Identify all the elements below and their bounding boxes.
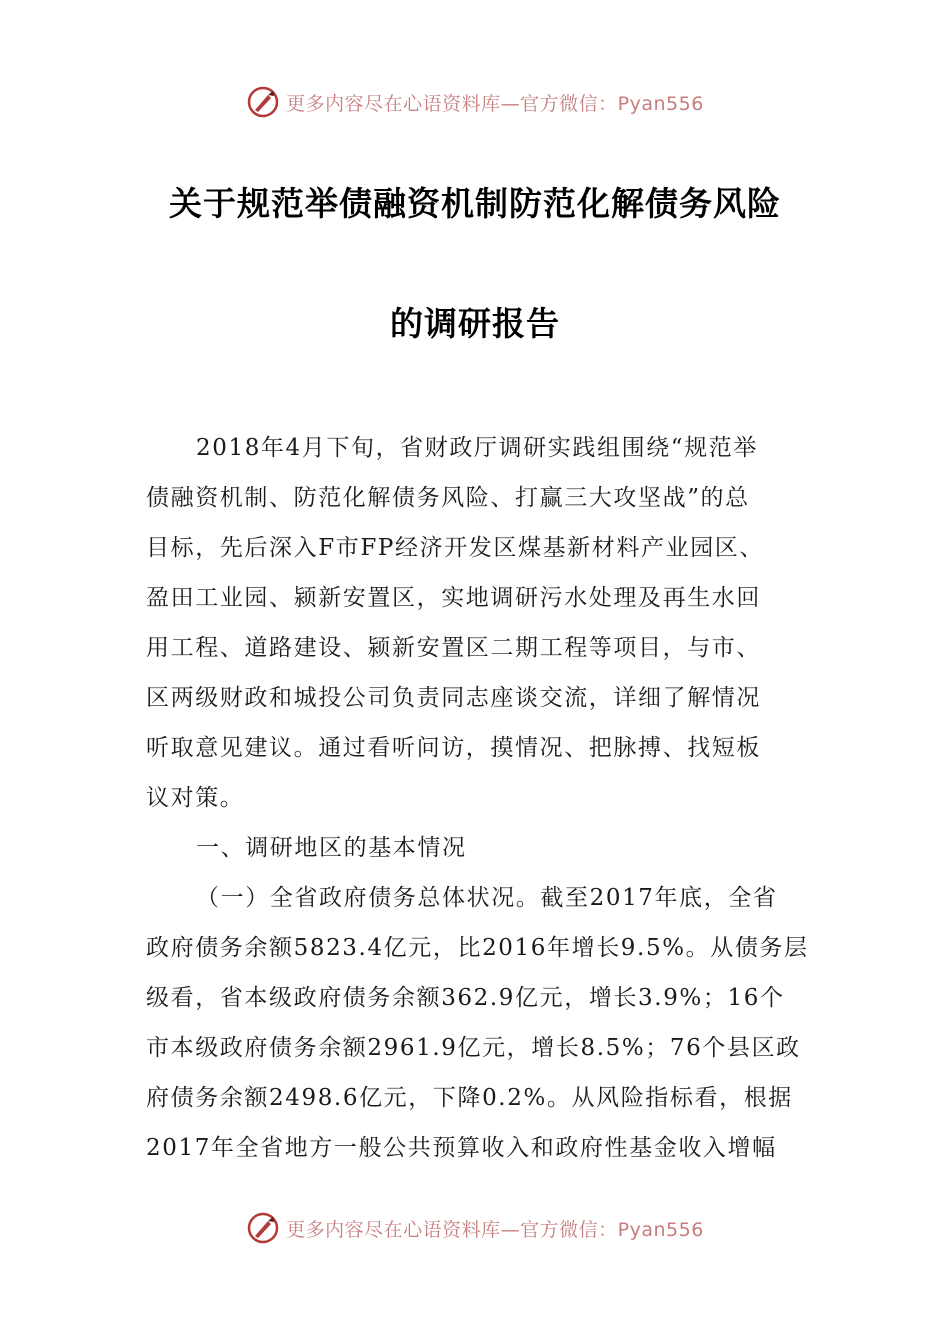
- paragraph-line: 2018年4月下旬，省财政厅调研实践组围绕“规范举: [196, 435, 758, 461]
- paragraph-line: 盈田工业园、颍新安置区，实地调研污水处理及再生水回: [146, 585, 761, 611]
- paragraph-line: 目标，先后深入F市FP经济开发区煤基新材料产业园区、: [146, 535, 764, 561]
- paragraph-line: 市本级政府债务余额2961.9亿元，增长8.5%；76个县区政: [146, 1035, 801, 1061]
- pen-logo-icon: [246, 1211, 280, 1245]
- paragraph-line: 议对策。: [146, 785, 245, 811]
- section-heading: [146, 823, 806, 873]
- pen-logo-icon: [246, 85, 280, 119]
- intro-paragraph: [146, 423, 806, 823]
- document-title-line-2: 的调研报告: [390, 304, 560, 343]
- paragraph-line: 级看，省本级政府债务余额362.9亿元，增长3.9%；16个: [146, 985, 785, 1011]
- paragraph-line: 债融资机制、防范化解债务风险、打赢三大攻坚战”的总: [146, 485, 750, 511]
- paragraph-line: 用工程、道路建设、颍新安置区二期工程等项目，与市、: [146, 635, 761, 661]
- watermark-text: 更多内容尽在心语资料库—官方微信：Pyan556: [286, 92, 704, 115]
- paragraph-line: 区两级财政和城投公司负责同志座谈交流，详细了解情况: [146, 685, 761, 711]
- section-heading-text: 一、调研地区的基本情况: [196, 835, 467, 861]
- paragraph-line: 府债务余额2498.6亿元，下降0.2%。从风险指标看，根据: [146, 1085, 793, 1111]
- paragraph-line: （一）全省政府债务总体状况。截至2017年底，全省: [196, 885, 778, 911]
- debt-status-paragraph: [146, 873, 809, 1173]
- paragraph-line: 听取意见建议。通过看听问访，摸情况、把脉搏、找短板: [146, 735, 761, 761]
- paragraph-line: 2017年全省地方一般公共预算收入和政府性基金收入增幅: [146, 1135, 777, 1161]
- document-title-line-1: 关于规范举债融资机制防范化解债务风险: [169, 184, 781, 223]
- watermark-text: 更多内容尽在心语资料库—官方微信：Pyan556: [286, 1218, 704, 1241]
- paragraph-line: 政府债务余额5823.4亿元，比2016年增长9.5%。从债务层: [146, 935, 809, 961]
- footer-watermark: [0, 1208, 950, 1248]
- header-watermark: [0, 82, 950, 122]
